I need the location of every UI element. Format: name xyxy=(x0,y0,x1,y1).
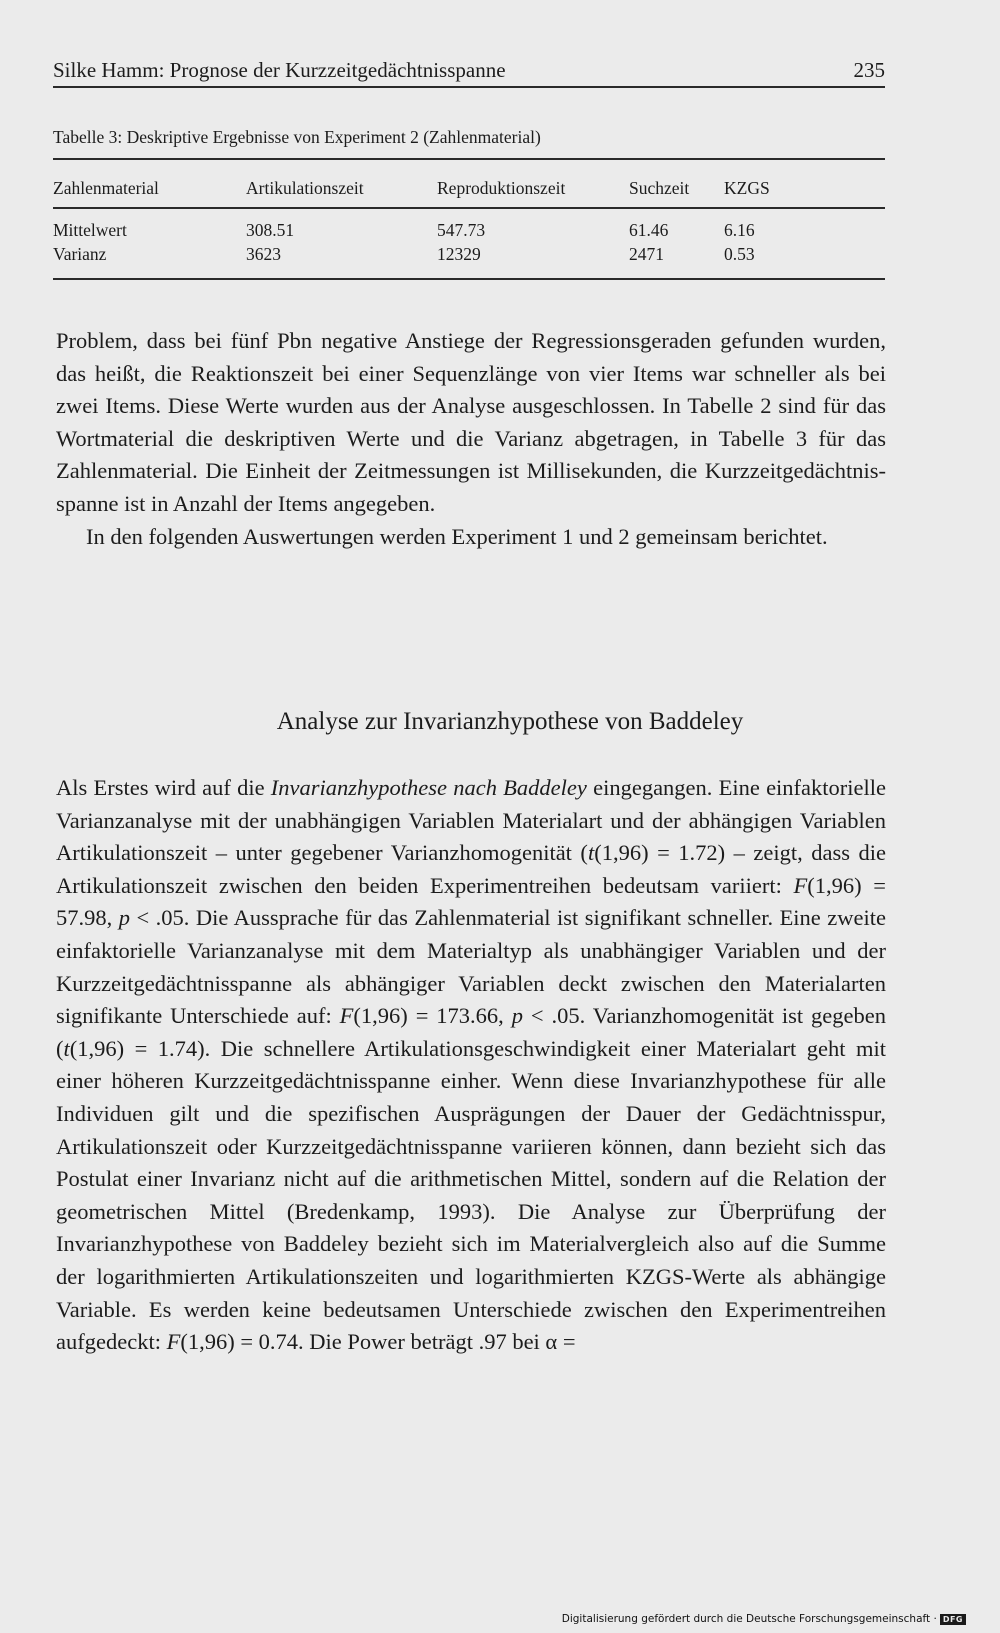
column-header: Zahlenmaterial xyxy=(53,178,159,198)
paragraph-text: (1,96) = 57.98, xyxy=(56,872,886,931)
paragraph-text: (1,96) = 173.66, xyxy=(353,1003,512,1029)
table-header-row xyxy=(53,178,885,202)
table-cell: Mittelwert xyxy=(53,220,127,240)
paragraph-text: eingegangen. Eine einfaktorielle Varianzanalyse mit der unabhängigen Variablen Materialart und der abhängigen Variablen Artikulationszeit – unter gegebener Varianzhomogenität ( xyxy=(56,775,887,866)
page-number: 235 xyxy=(853,58,885,82)
paragraph-text: (1,96) = 1.72) – zeigt, dass die Artikulationszeit zwischen den beiden Experimentreihen bedeutsam variiert: xyxy=(56,840,886,898)
table-header-rule xyxy=(53,207,885,209)
emphasis: F xyxy=(339,1003,354,1029)
section-heading-text: Analyse zur Invarianzhypothese von Baddeley xyxy=(276,708,744,735)
table-top-rule xyxy=(53,158,885,160)
paragraph-text: Als Erstes wird auf die xyxy=(56,775,271,800)
paragraph-text: (1,96) = 1.74). Die schnellere Artikulationsgeschwindigkeit einer Materialart geht mit einer höheren Kurzzeitgedächtnisspanne einher. Wenn diese Invarianzhypothese für alle Individuen gilt und die spezifischen Ausprägungen der Dauer der Gedächtnisspur, Artikulationszeit oder Kurzzeitgedächtnisspanne variieren können, dann bezieht sich das Postulat einer Invarianz nicht auf die arithmetischen Mittel, sondern auf die Relation der geometrischen Mittel (Bredenkamp, 1993). Die Analyse zur Überprüfung der Invarianzhypothese von Baddeley bezieht sich im Materialvergleich also auf die Summe der logarithmierten Artikulationszeiten und logarithmierten KZGS-Werte als abhängige Variable. Es werden keine bedeutsamen Unterschiede zwischen den Experimentreihen aufgedeckt: xyxy=(56,1035,886,1355)
table-cell: 61.46 xyxy=(629,220,669,240)
emphasis: t xyxy=(587,840,595,866)
emphasis: t xyxy=(63,1035,70,1061)
table-cell: 0.53 xyxy=(724,244,755,264)
table-cell: Varianz xyxy=(53,244,107,264)
column-header: KZGS xyxy=(724,178,770,198)
paragraph-text: (1,96) = 0.74. Die Power beträgt .97 bei α = xyxy=(180,1329,576,1355)
digitization-footer xyxy=(562,1613,966,1625)
section-heading xyxy=(0,708,1000,736)
header-rule xyxy=(53,86,885,88)
column-header: Artikulationszeit xyxy=(246,178,364,198)
paragraph-text: < .05. Varianzhomogenität ist gegeben ( xyxy=(56,1003,887,1061)
table-cell: 547.73 xyxy=(437,220,486,240)
running-title: Silke Hamm: Prognose der Kurzzeitgedächtnisspanne xyxy=(53,58,506,82)
emphasis: F xyxy=(793,872,808,898)
footer-text: Digitalisierung gefördert durch die Deutsche Forschungsgemeinschaft · xyxy=(561,1613,937,1625)
paragraph xyxy=(56,772,886,1359)
paragraph-text: < .05. Die Aussprache für das Zahlenmaterial ist signifikant schneller. Eine zweite einfaktorielle Varianzanalyse mit dem Materialtyp als unabhängiger Variablen und der Kurzzeitgedächtnisspanne als abhängiger Variablen deckt zwischen den Materialarten signifikante Unterschiede auf: xyxy=(56,905,887,1029)
paragraph-text: In den folgenden Auswertungen werden Experiment 1 und 2 gemeinsam berichtet. xyxy=(86,523,828,549)
emphasis: F xyxy=(166,1329,181,1355)
column-header: Suchzeit xyxy=(629,178,690,198)
dfg-logo: DFG xyxy=(940,1614,966,1625)
table-cell: 2471 xyxy=(629,244,664,264)
table-cell: 6.16 xyxy=(724,220,755,240)
paragraph xyxy=(56,325,886,553)
table-cell: 12329 xyxy=(437,244,481,264)
emphasis: p xyxy=(511,1003,523,1029)
table-bottom-rule xyxy=(53,278,885,280)
paragraph-text: Problem, dass bei fünf Pbn negative Anstiege der Regressionsgeraden gefunden wurden, das heißt, die Reaktionszeit bei einer Sequenzlänge von vier Items war schneller als bei zwei Items. Diese Werte wurden aus der Analyse ausgeschlossen. In Tabelle 2 sind für das Wortmaterial die deskriptiven Werte und die Varianz abgetragen, in Tabelle 3 für das Zahlenmaterial. Die Einheit der Zeitmessungen ist Millisekunden, die Kurzzeitgedächtnisspanne ist in Anzahl der Items angegeben. xyxy=(56,328,886,516)
table-cell: 3623 xyxy=(246,244,281,264)
emphasis: Invarianzhypothese nach Baddeley xyxy=(270,775,587,800)
column-header: Reproduktionszeit xyxy=(437,178,566,198)
emphasis: p xyxy=(118,905,130,931)
table-row xyxy=(53,220,885,244)
table-cell: 308.51 xyxy=(246,220,295,240)
table-row xyxy=(53,244,885,268)
table-caption: Tabelle 3: Deskriptive Ergebnisse von Experiment 2 (Zahlenmaterial) xyxy=(53,127,541,147)
